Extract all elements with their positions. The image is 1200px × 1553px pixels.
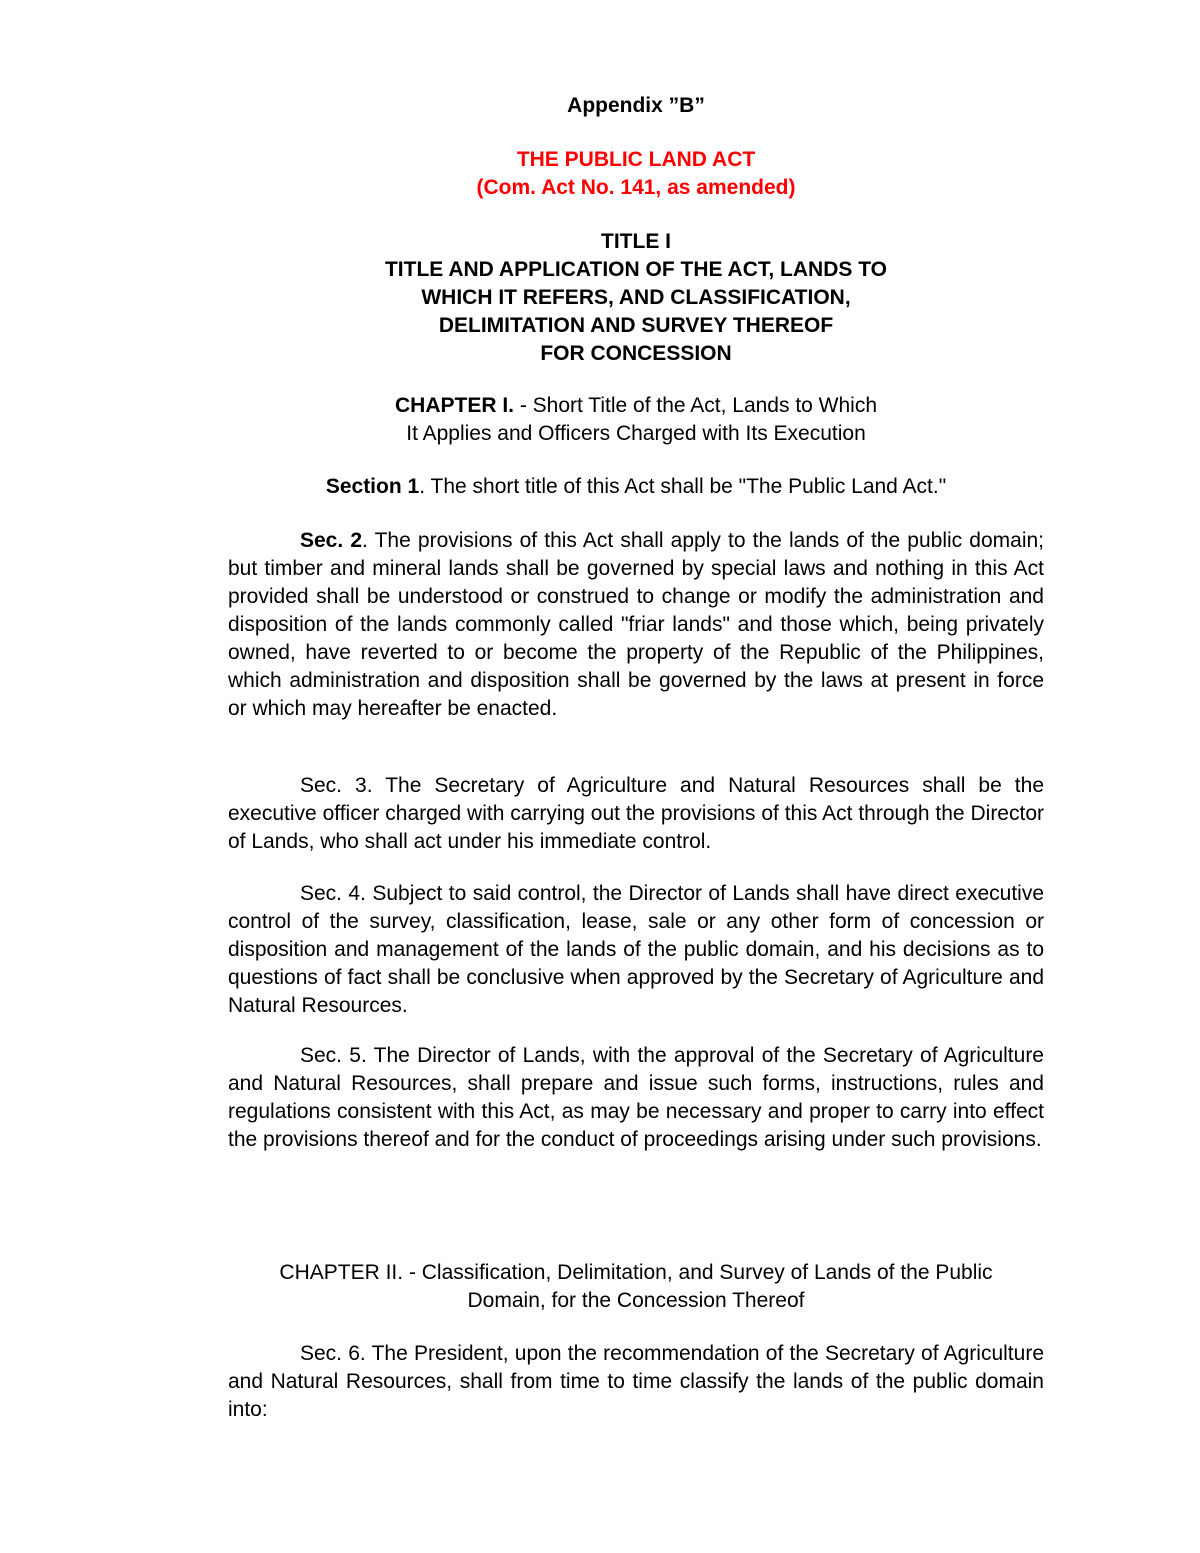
chapter-1-text-1: - Short Title of the Act, Lands to Which (514, 394, 878, 417)
chapter-1-line-1 (228, 392, 1044, 420)
chapter-1-heading (228, 392, 1044, 448)
section-1-label: Section 1 (325, 475, 420, 498)
section-3: Sec. 3. The Secretary of Agriculture and Natural Resources shall be the executive officer charged with carrying out the provisions of this Act through the Director of Lands, who shall act under his immediate control. (228, 774, 1044, 853)
chapter-2-line-1: CHAPTER II. - Classification, Delimitation, and Survey of Lands of the Public (279, 1261, 993, 1284)
act-subtitle: (Com. Act No. 141, as amended) (476, 176, 796, 199)
section-2-label: Sec. 2 (300, 529, 363, 552)
section-4: Sec. 4. Subject to said control, the Director of Lands shall have direct executive control of the survey, classification, lease, sale or any other form of concession or disposition and management of the lands of the public domain, and his decisions as to questions of fact shall be conclusive when approved by the Secretary of Agriculture and Natural Resources. (228, 882, 1044, 1017)
chapter-1-line-2: It Applies and Officers Charged with Its Execution (406, 422, 866, 445)
chapter-2-heading (228, 1259, 1044, 1315)
section-2 (228, 527, 1044, 723)
section-1 (228, 473, 1044, 501)
appendix-heading: Appendix ”B” (567, 94, 705, 117)
section-5: Sec. 5. The Director of Lands, with the approval of the Secretary of Agriculture and Natural Resources, shall prepare and issue such forms, instructions, rules and regulations consistent with this Act, as may be necessary and proper to carry into effect the provisions thereof and for the conduct of proceedings arising under such provisions. (228, 1044, 1044, 1151)
act-title-block (228, 146, 1044, 202)
chapter-1-label: CHAPTER I. (394, 394, 514, 417)
title-line-4: FOR CONCESSION (540, 342, 732, 365)
title-heading-block (228, 228, 1044, 368)
title-number: TITLE I (601, 230, 671, 253)
title-line-3: DELIMITATION AND SURVEY THEREOF (438, 314, 834, 337)
title-line-1: TITLE AND APPLICATION OF THE ACT, LANDS TO (384, 258, 888, 281)
section-6: Sec. 6. The President, upon the recommendation of the Secretary of Agriculture and Natural Resources, shall from time to time classify the lands of the public domain into: (228, 1342, 1044, 1421)
title-line-2: WHICH IT REFERS, AND CLASSIFICATION, (421, 286, 851, 309)
section-1-text: . The short title of this Act shall be "The Public Land Act." (419, 475, 947, 498)
section-2-text: . The provisions of this Act shall apply to the lands of the public domain; but timber and mineral lands shall be governed by special laws and nothing in this Act provided shall be understood or construed to change or modify the administration and disposition of the lands commonly called "friar lands" and those which, being privately owned, have reverted to or become the property of the Republic of the Philippines, which administration and disposition shall be governed by the laws at present in force or which may hereafter be enacted. (228, 529, 1044, 720)
act-name: THE PUBLIC LAND ACT (516, 148, 756, 171)
chapter-2-line-2: Domain, for the Concession Thereof (467, 1289, 805, 1312)
